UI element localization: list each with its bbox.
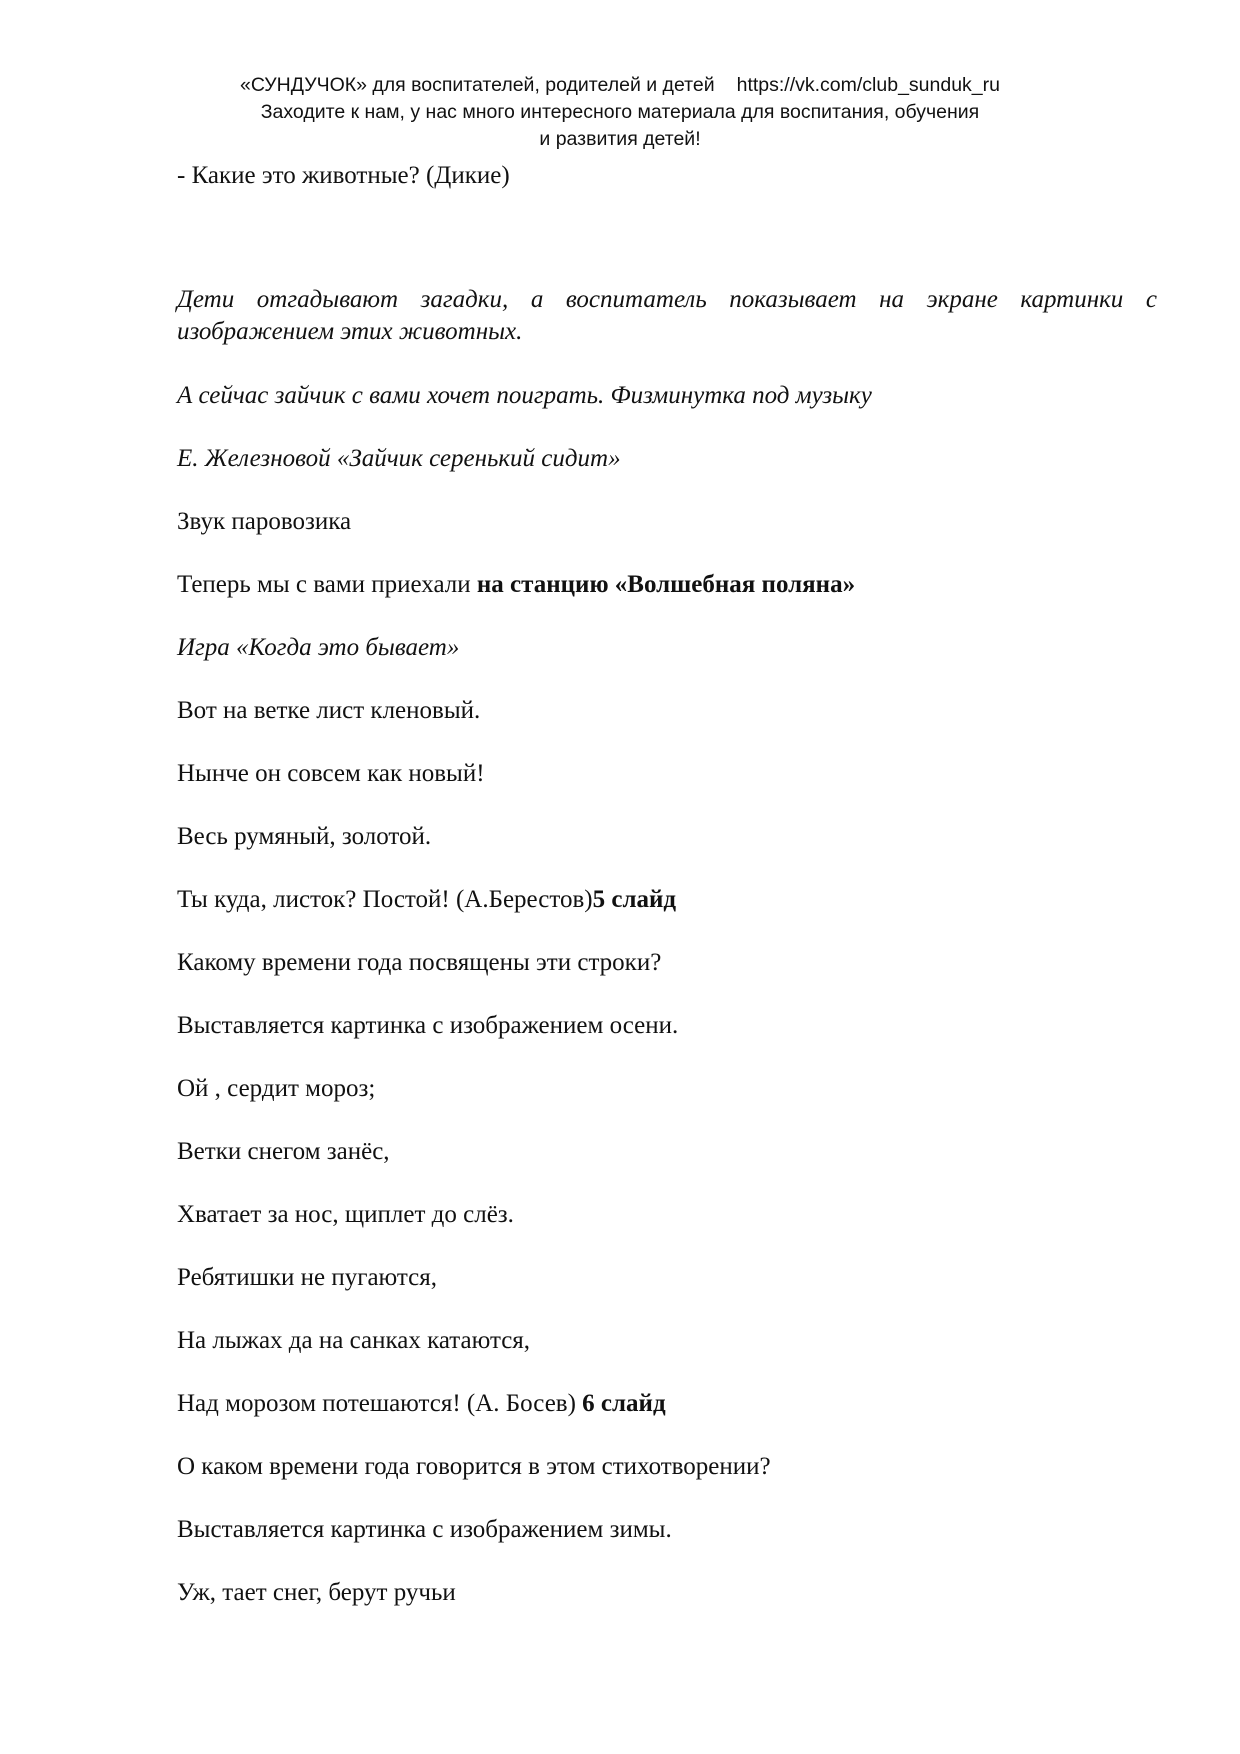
paragraph-station-arrival (177, 569, 855, 601)
paragraph-train-sound: Звук паровозика (177, 508, 352, 535)
paragraph-question-season: Какому времени года посвящены эти строки? (177, 949, 662, 976)
slide-label: 5 слайд (592, 886, 677, 913)
paragraph-winter-picture: Выставляется картинка с изображением зимы. (177, 1516, 672, 1543)
paragraph-song-title: Е. Железновой «Зайчик серенький сидит» (177, 445, 621, 472)
poem-line-with-slide (177, 1388, 666, 1420)
poem-line: На лыжах да на санках катаются, (177, 1327, 531, 1354)
header-link[interactable]: https://vk.com/club_sunduk_ru (736, 74, 1000, 96)
paragraph-autumn-picture: Выставляется картинка с изображением осени. (177, 1012, 679, 1039)
slide-label: 6 слайд (582, 1390, 666, 1417)
poem-line: Ребятишки не пугаются, (177, 1264, 437, 1291)
poem-line: Хватает за нос, щиплет до слёз. (177, 1201, 514, 1228)
station-text: Теперь мы с вами приехали (177, 571, 477, 598)
poem-line: Нынче он совсем как новый! (177, 760, 485, 787)
poem-line: Весь румяный, золотой. (177, 823, 432, 850)
paragraph-bunny-play: А сейчас зайчик с вами хочет поиграть. Физминутка под музыку (177, 382, 872, 409)
poem-line: Ветки снегом занёс, (177, 1138, 390, 1165)
paragraph-question-season: О каком времени года говорится в этом стихотворении? (177, 1453, 771, 1480)
poem-line: Уж, тает снег, берут ручьи (177, 1579, 456, 1606)
poem-line-with-slide (177, 884, 676, 916)
header-title: «СУНДУЧОК» для воспитателей, родителей и детей (240, 74, 715, 96)
poem-text: Над морозом потешаются! (А. Босев) (177, 1390, 583, 1417)
header-line-2: Заходите к нам, у нас много интересного материала для воспитания, обучения (260, 101, 980, 123)
poem-line: Ой , сердит мороз; (177, 1075, 376, 1102)
header-line-3: и развития детей! (539, 128, 701, 150)
station-name: на станцию «Волшебная поляна» (476, 571, 856, 598)
paragraph-game-title: Игра «Когда это бывает» (177, 634, 460, 661)
poem-line: Вот на ветке лист кленовый. (177, 697, 481, 724)
poem-text: Ты куда, листок? Постой! (А.Берестов) (177, 886, 593, 913)
paragraph-riddles-instruction: Дети отгадывают загадки, а воспитатель показывает на экране картинки с изображением этих животных. (177, 286, 1157, 345)
paragraph-question-wild-animals: - Какие это животные? (Дикие) (177, 162, 510, 189)
